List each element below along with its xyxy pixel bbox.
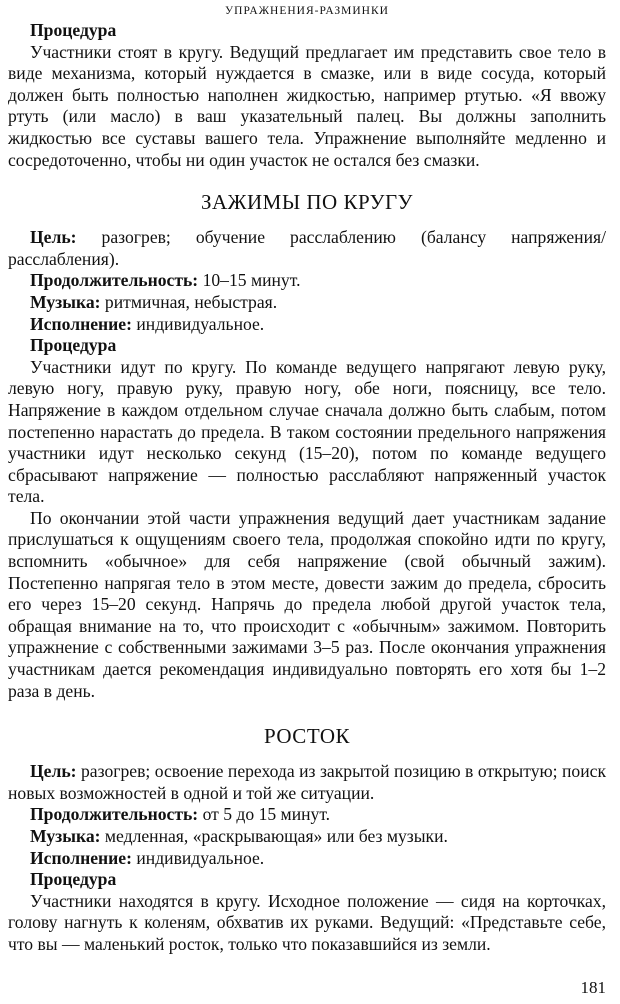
procedure-label: Процедура — [30, 335, 117, 356]
goal-label: Цель: — [30, 761, 77, 782]
section-clamps-in-circle — [8, 171, 606, 702]
music-label: Музыка: — [30, 826, 101, 846]
execution-label: Исполнение: — [30, 847, 132, 868]
execution-label: Исполнение: — [30, 313, 132, 334]
duration-line — [8, 804, 606, 826]
music-text: медленная, «раскрывающая» или без музыки. — [100, 826, 448, 846]
procedure-label: Процедура — [30, 869, 117, 890]
section-title: ЗАЖИМЫ ПО КРУГУ — [200, 190, 414, 215]
execution-text: индивидуальное. — [131, 313, 265, 334]
goal-label: Цель: — [30, 227, 77, 248]
duration-text: от 5 до 15 минут. — [198, 804, 331, 825]
music-line — [8, 826, 606, 848]
goal-line — [8, 761, 606, 804]
execution-line — [8, 314, 606, 336]
music-label: Музыка: — [30, 291, 101, 312]
duration-line — [8, 270, 606, 292]
goal-line — [8, 227, 606, 270]
duration-label: Продолжительность: — [30, 804, 199, 825]
procedure-label: Процедура — [30, 20, 117, 40]
procedure-paragraph: По окончании этой части упражнения ведущий дает участникам задание прислушаться к ощущениям своего тела, продолжая спокойно идти по кругу, вспомнить «обычное» для себя напряжение (свой обычный зажим). Постепенно напрягая тело в этом месте, довести зажим до предела, сбросить его через 15–20 секунд. Напрячь до предела любой другой участок тела, обращая внимание на то, что происходит с «обычным» зажимом. Повторить упражнение с собственными зажимами 3–5 раз. После окончания упражнения участникам дается рекомендация индивидуально повторять его хотя бы 1–2 раза в день. — [8, 507, 606, 701]
goal-text: разогрев; обучение расслаблению (балансу напряжения/расслабления). — [8, 227, 606, 269]
procedure-paragraph: Участники находятся в кругу. Исходное положение — сидя на корточках, голову нагнуть к коленям, обхватив их руками. Ведущий: «Представьте себе, что вы — маленький росток, только что показавшийся из земли. — [8, 890, 606, 954]
duration-text: 10–15 минут. — [198, 270, 301, 291]
running-header: УПРАЖНЕНИЯ-РАЗМИНКИ — [225, 5, 389, 17]
music-line — [8, 292, 606, 314]
goal-text: разогрев; освоение перехода из закрытой позицию в открытую; поиск новых возможностей в одной и той же ситуации. — [8, 761, 606, 803]
section-continued — [8, 20, 606, 171]
procedure-text: Участники стоят в кругу. Ведущий предлагает им представить свое тело в виде механизма, который нуждается в смазке, или в виде сосуда, который должен быть полностью наполнен жидкостью, например ртутью. «Я ввожу ртуть (или масло) в ваш указательный палец. Вы должны заполнить жидкостью все суставы вашего тела. Упражнение выполняйте медленно и сосредоточенно, чтобы ни один участок не остался без смазки. — [8, 41, 606, 170]
section-title: РОСТОК — [263, 724, 351, 749]
execution-text: индивидуальное. — [131, 847, 265, 868]
duration-label: Продолжительность: — [30, 270, 199, 291]
procedure-paragraph: Участники идут по кругу. По команде ведущего напрягают левую руку, левую ногу, правую руку, правую ногу, обе ноги, поясницу, все тело. Напряжение в каждом отдельном случае сначала должно быть слабым, потом постепенно нарастать до предела. В таком состоянии предельного напряжения участники идут несколько секунд (15–20), потом по команде ведущего сбрасывают напряжение — полностью расслабляют напряженный участок тела. — [8, 356, 606, 507]
execution-line — [8, 848, 606, 870]
page-number: 181 — [580, 978, 606, 997]
section-sprout — [8, 702, 606, 955]
music-text: ритмичная, небыстрая. — [100, 291, 278, 312]
